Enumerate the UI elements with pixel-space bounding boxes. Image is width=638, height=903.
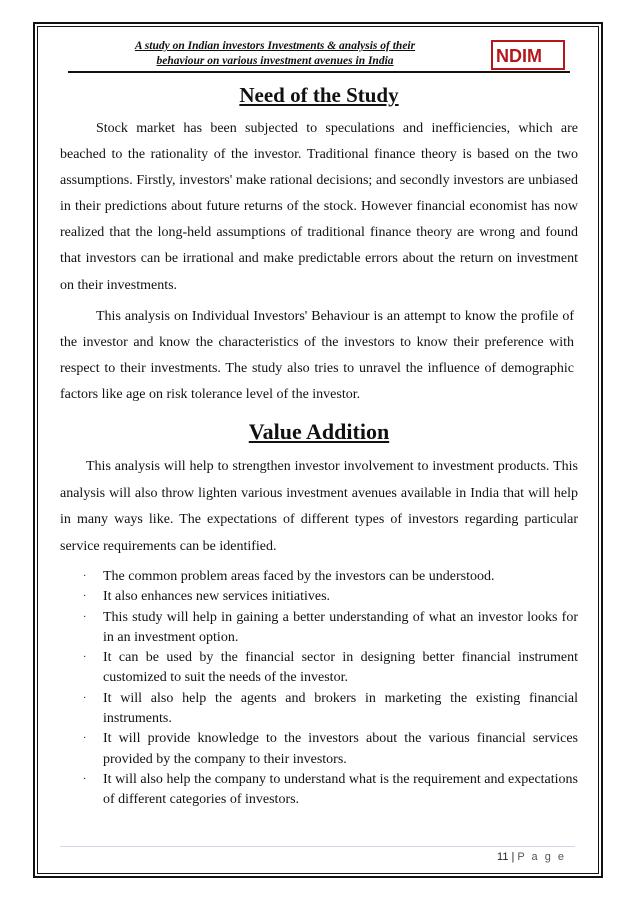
section-heading-value: Value Addition [248, 419, 390, 444]
list-item-text: This study will help in gaining a better understanding of what an investor looks for in an investment option. [103, 609, 578, 645]
bullet-icon: · [83, 591, 87, 603]
list-item-text: It will also help the company to understand what is the requirement and expectations of different categories of investors. [103, 771, 578, 808]
list-item [83, 567, 578, 587]
page-word: P a g e [517, 851, 566, 863]
bullet-icon: · [83, 571, 87, 582]
list-item-text: The common problem areas faced by the investors can be understood. [103, 569, 495, 584]
footer-rule [60, 846, 575, 847]
bullet-icon: · [83, 692, 87, 704]
ndim-logo [491, 40, 565, 70]
list-item [83, 608, 578, 649]
list-item [83, 729, 578, 770]
need-paragraph-1: Stock market has been subjected to speculations and inefficiencies, which are beached to the rationality of the investor. Traditional finance theory is based on the two assumptions. Firstly, investors' make rational decisions; and secondly investors are unbiased in their predictions about future returns of the stock. However financial economist has now realized that the long-held assumptions of traditional finance theory are wrong and found that investors can be irrational and make predictable errors about the return on investment on their investments. [60, 121, 578, 293]
list-item-text: It will also help the agents and brokers in marketing the existing financial instruments. [103, 690, 578, 727]
list-item-text: It will provide knowledge to the investors about the various financial services provided by the company to their investors. [103, 731, 578, 767]
need-paragraph-2: This analysis on Individual Investors' Behaviour is an attempt to know the profile of the investor and know the characteristics of the investors to know their preference with respect to their investments. The study also tries to unravel the influence of demographic factors like age on risk tolerance level of the investor. [60, 309, 574, 402]
bullet-icon: · [83, 611, 87, 623]
section-heading-need: Need of the Study [239, 83, 399, 107]
value-paragraph-1: This analysis will help to strengthen investor involvement to investment products. This analysis will also throw lighten various investment avenues available in India that will help in many ways like. The expectations of different types of investors regarding particular service requirements can be identified. [60, 459, 578, 554]
list-item [83, 770, 578, 811]
list-item-text: It can be used by the financial sector in designing better financial instrument customized to suit the needs of the investor. [103, 650, 578, 686]
list-item [83, 587, 578, 607]
ndim-logo-icon [494, 43, 562, 67]
header-line-1: A study on Indian investors Investments & analysis of their [134, 40, 416, 52]
header-rule [68, 71, 570, 73]
value-bullet-list [83, 567, 578, 811]
running-header [70, 39, 480, 69]
logo-text: NDIM [496, 46, 542, 66]
page-number: 11 [497, 851, 509, 863]
header-line-2: behaviour on various investment avenues in India [156, 55, 394, 67]
list-item [83, 648, 578, 689]
page-footer [497, 851, 566, 863]
bullet-icon: · [83, 733, 87, 745]
bullet-icon: · [83, 773, 87, 785]
bullet-icon: · [83, 652, 87, 664]
list-item [83, 689, 578, 730]
footer-separator: | [511, 851, 515, 863]
list-item-text: It also enhances new services initiatives. [103, 589, 331, 605]
